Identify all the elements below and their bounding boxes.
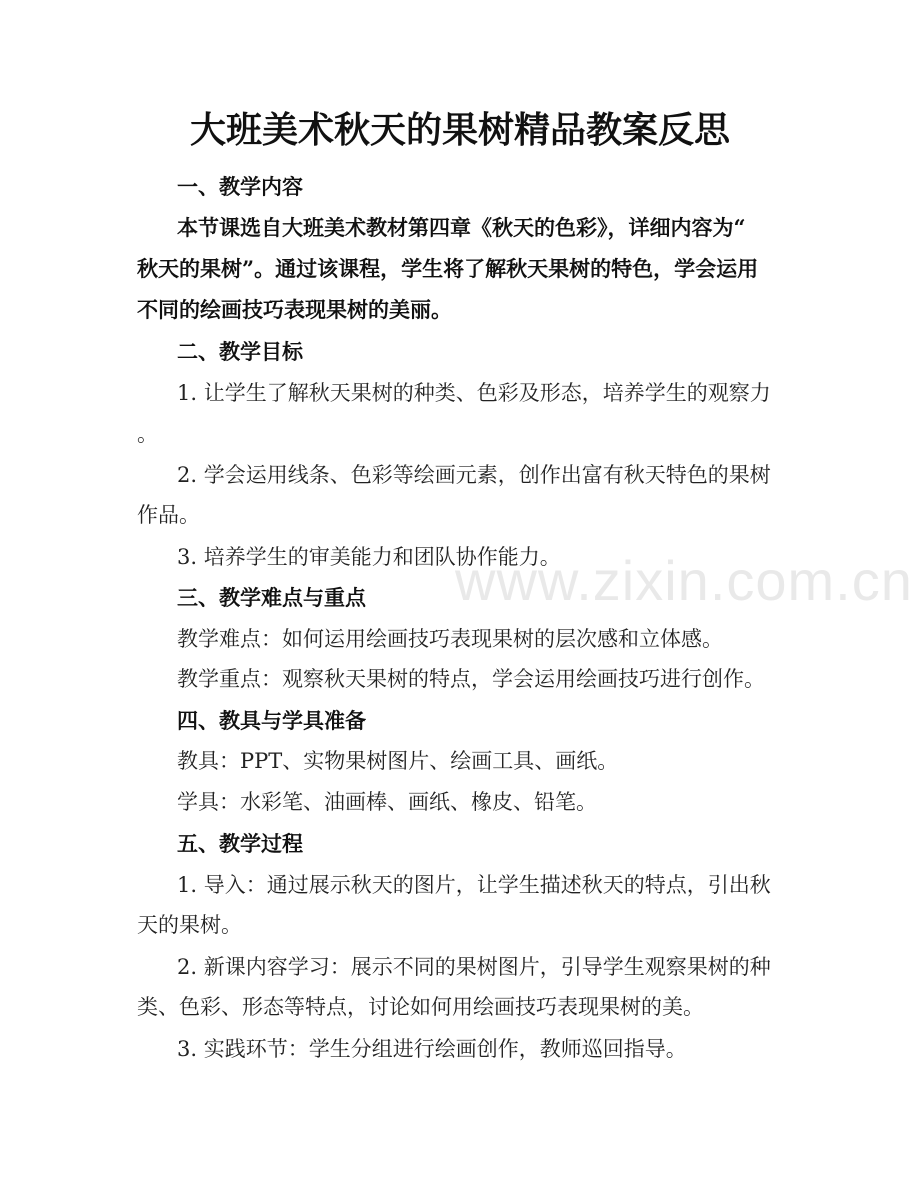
- paragraph-line: 学具：水彩笔、油画棒、画纸、橡皮、铅笔。: [177, 790, 597, 814]
- paragraph-line: 教学重点：观察秋天果树的特点，学会运用绘画技巧进行创作。: [177, 667, 765, 691]
- page-title: 大班美术秋天的果树精品教案反思: [189, 109, 730, 151]
- paragraph-line: 本节课选自大班美术教材第四章《秋天的色彩》，详细内容为“: [177, 215, 746, 240]
- section-heading-keypoints: 三、教学难点与重点: [177, 585, 366, 610]
- paragraph-line: 类、色彩、形态等特点，讨论如何用绘画技巧表现果树的美。: [137, 995, 704, 1019]
- paragraph-line: 2. 学会运用线条、色彩等绘画元素，创作出富有秋天特色的果树: [177, 463, 771, 487]
- watermark: www.zixin.com.cn: [455, 549, 913, 612]
- paragraph-line: 教具：PPT、实物果树图片、绘画工具、画纸。: [177, 749, 619, 773]
- paragraph-line: 不同的绘画技巧表现果树的美丽。: [137, 297, 452, 322]
- paragraph-line: 。: [137, 422, 158, 446]
- paragraph-line: 3. 培养学生的审美能力和团队协作能力。: [177, 545, 561, 569]
- paragraph-line: 2. 新课内容学习：展示不同的果树图片，引导学生观察果树的种: [177, 955, 771, 979]
- section-heading-goals: 二、教学目标: [177, 339, 303, 364]
- paragraph-line: 3. 实践环节：学生分组进行绘画创作，教师巡回指导。: [177, 1037, 687, 1061]
- paragraph-line: 秋天的果树”。通过该课程，学生将了解秋天果树的特色，学会运用: [137, 256, 759, 281]
- paragraph-line: 1. 导入：通过展示秋天的图片，让学生描述秋天的特点，引出秋: [177, 873, 771, 897]
- section-heading-content: 一、教学内容: [177, 174, 303, 199]
- paragraph-line: 教学难点：如何运用绘画技巧表现果树的层次感和立体感。: [177, 627, 723, 651]
- paragraph-line: 作品。: [137, 503, 200, 527]
- section-heading-process: 五、教学过程: [177, 831, 303, 856]
- paragraph-line: 天的果树。: [137, 913, 242, 937]
- section-heading-materials: 四、教具与学具准备: [177, 708, 366, 733]
- paragraph-line: 1. 让学生了解秋天果树的种类、色彩及形态，培养学生的观察力: [177, 381, 771, 405]
